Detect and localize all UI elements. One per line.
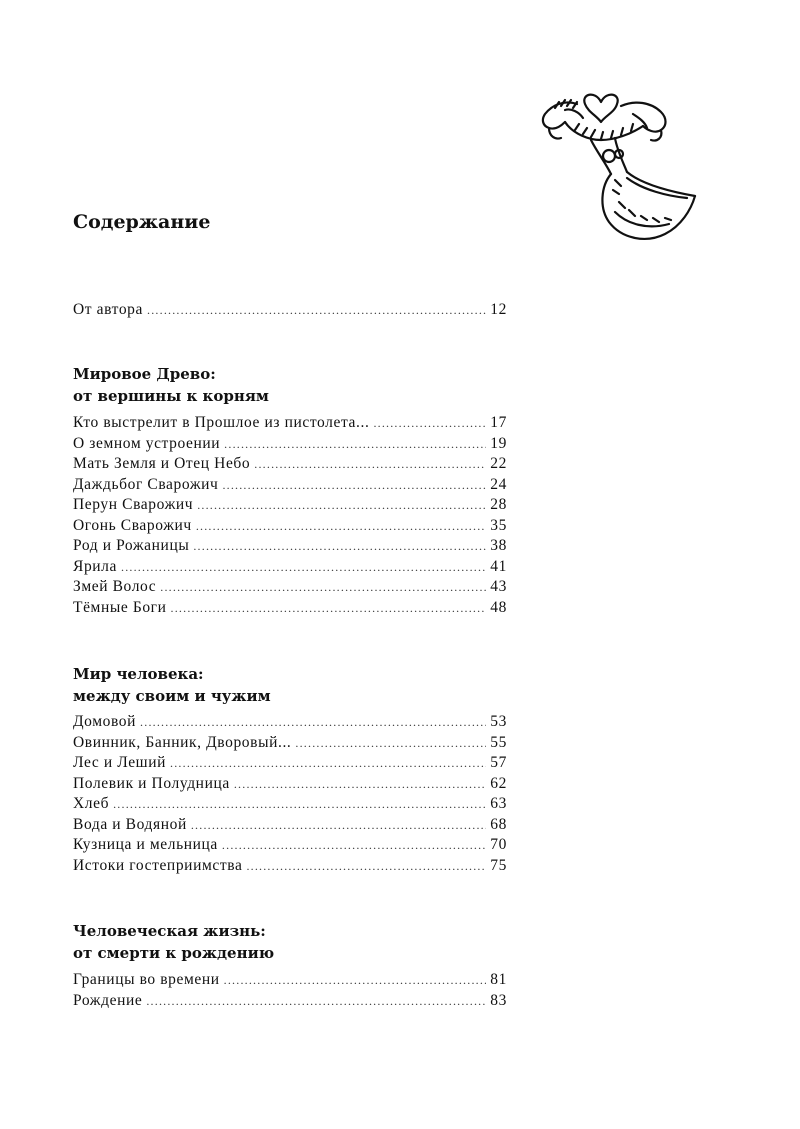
toc-entry-label: Овинник, Банник, Дворовый... bbox=[73, 733, 292, 751]
toc-entry[interactable] bbox=[73, 733, 507, 753]
toc-entry-label: Границы во времени bbox=[73, 971, 220, 988]
page-title: Содержание bbox=[73, 211, 211, 233]
toc-entry-page: 83 bbox=[490, 991, 507, 1009]
toc-entry-page: 28 bbox=[490, 496, 507, 513]
dot-leader bbox=[160, 577, 486, 597]
toc-entry-label: От автора bbox=[73, 301, 144, 318]
section-heading-line1: Мир человека: bbox=[73, 665, 204, 683]
toc-entry[interactable] bbox=[73, 835, 507, 855]
toc-entry[interactable] bbox=[73, 598, 507, 618]
toc-entry-label: Тёмные Боги bbox=[73, 598, 167, 616]
toc-entry-label: Полевик и Полудница bbox=[73, 774, 230, 792]
toc-entry[interactable] bbox=[73, 516, 507, 536]
toc-entry[interactable] bbox=[73, 536, 507, 556]
toc-entry-page: 38 bbox=[490, 537, 507, 554]
toc-entry-page: 53 bbox=[490, 713, 507, 730]
toc-entry-page: 12 bbox=[490, 301, 507, 318]
toc-entry-page: 41 bbox=[490, 557, 507, 575]
toc-entry[interactable] bbox=[73, 495, 507, 515]
section-heading-line1: Мировое Древо: bbox=[73, 365, 216, 383]
dot-leader bbox=[113, 794, 486, 814]
toc-entry-label: О земном устроении bbox=[73, 434, 221, 452]
toc-entry[interactable] bbox=[73, 970, 507, 990]
toc-entry[interactable] bbox=[73, 815, 507, 835]
toc-entry-page: 63 bbox=[490, 795, 507, 812]
toc-entry-page: 35 bbox=[490, 516, 507, 534]
dot-leader bbox=[224, 434, 486, 454]
toc-entry-intro[interactable] bbox=[73, 300, 507, 320]
dot-leader bbox=[224, 970, 487, 990]
toc-entry-page: 55 bbox=[490, 733, 507, 751]
toc-entry[interactable] bbox=[73, 577, 507, 597]
toc-entry[interactable] bbox=[73, 557, 507, 577]
toc-entry-page: 70 bbox=[490, 836, 507, 853]
section-heading-line1: Человеческая жизнь: bbox=[73, 922, 266, 940]
section-heading-line2: между своим и чужим bbox=[73, 687, 271, 705]
toc-entry[interactable] bbox=[73, 991, 507, 1011]
toc-entry-label: Истоки гостеприимства bbox=[73, 856, 243, 874]
dot-leader bbox=[295, 733, 486, 753]
toc-entry-page: 75 bbox=[490, 856, 507, 874]
toc-entry-page: 24 bbox=[490, 475, 507, 493]
dot-leader bbox=[254, 454, 486, 474]
toc-entry-label: Перун Сварожич bbox=[73, 496, 194, 513]
dot-leader bbox=[191, 815, 486, 835]
section-heading-line2: от смерти к рождению bbox=[73, 944, 275, 962]
dot-leader bbox=[171, 598, 487, 618]
toc-entry-label: Хлеб bbox=[73, 795, 110, 812]
toc-entry-page: 57 bbox=[490, 754, 507, 771]
dot-leader bbox=[170, 753, 486, 773]
toc-entry-label: Даждьбог Сварожич bbox=[73, 475, 219, 493]
toc-entry[interactable] bbox=[73, 454, 507, 474]
horse-ladle-ornament bbox=[535, 82, 701, 262]
toc-entry-page: 17 bbox=[490, 414, 507, 431]
dot-leader bbox=[246, 856, 486, 876]
dot-leader bbox=[193, 536, 486, 556]
toc-entry-page: 81 bbox=[490, 971, 507, 988]
toc-entry-label: Змей Волос bbox=[73, 578, 157, 595]
toc-entry[interactable] bbox=[73, 856, 507, 876]
toc-entry-page: 68 bbox=[490, 815, 507, 833]
toc-entry-label: Рождение bbox=[73, 991, 143, 1009]
toc-entry[interactable] bbox=[73, 753, 507, 773]
dot-leader bbox=[140, 712, 486, 732]
toc-entry-label: Кто выстрелит в Прошлое из пистолета... bbox=[73, 414, 370, 431]
toc-entry-page: 48 bbox=[490, 598, 507, 616]
section-heading-line2: от вершины к корням bbox=[73, 387, 269, 405]
toc-entry[interactable] bbox=[73, 434, 507, 454]
toc-entry-label: Огонь Сварожич bbox=[73, 516, 192, 534]
dot-leader bbox=[222, 835, 486, 855]
toc-entry[interactable] bbox=[73, 774, 507, 794]
dot-leader bbox=[146, 991, 486, 1011]
dot-leader bbox=[197, 495, 486, 515]
toc-entry-label: Мать Земля и Отец Небо bbox=[73, 455, 251, 472]
toc-entry-label: Лес и Леший bbox=[73, 754, 167, 771]
toc-entry-label: Вода и Водяной bbox=[73, 815, 187, 833]
dot-leader bbox=[147, 300, 486, 320]
toc-entry[interactable] bbox=[73, 712, 507, 732]
dot-leader bbox=[196, 516, 486, 536]
toc-entry-page: 43 bbox=[490, 578, 507, 595]
dot-leader bbox=[121, 557, 486, 577]
toc-entry[interactable] bbox=[73, 475, 507, 495]
toc-entry-label: Домовой bbox=[73, 713, 137, 730]
dot-leader bbox=[234, 774, 486, 794]
toc-entry[interactable] bbox=[73, 413, 507, 433]
toc-entry-page: 62 bbox=[490, 774, 507, 792]
toc-entry-label: Род и Рожаницы bbox=[73, 537, 190, 554]
toc-entry-label: Ярила bbox=[73, 557, 117, 575]
toc-entry-page: 19 bbox=[490, 434, 507, 452]
toc-entry-page: 22 bbox=[490, 455, 507, 472]
dot-leader bbox=[222, 475, 486, 495]
toc-entry[interactable] bbox=[73, 794, 507, 814]
dot-leader bbox=[373, 413, 486, 433]
toc-entry-label: Кузница и мельница bbox=[73, 836, 218, 853]
